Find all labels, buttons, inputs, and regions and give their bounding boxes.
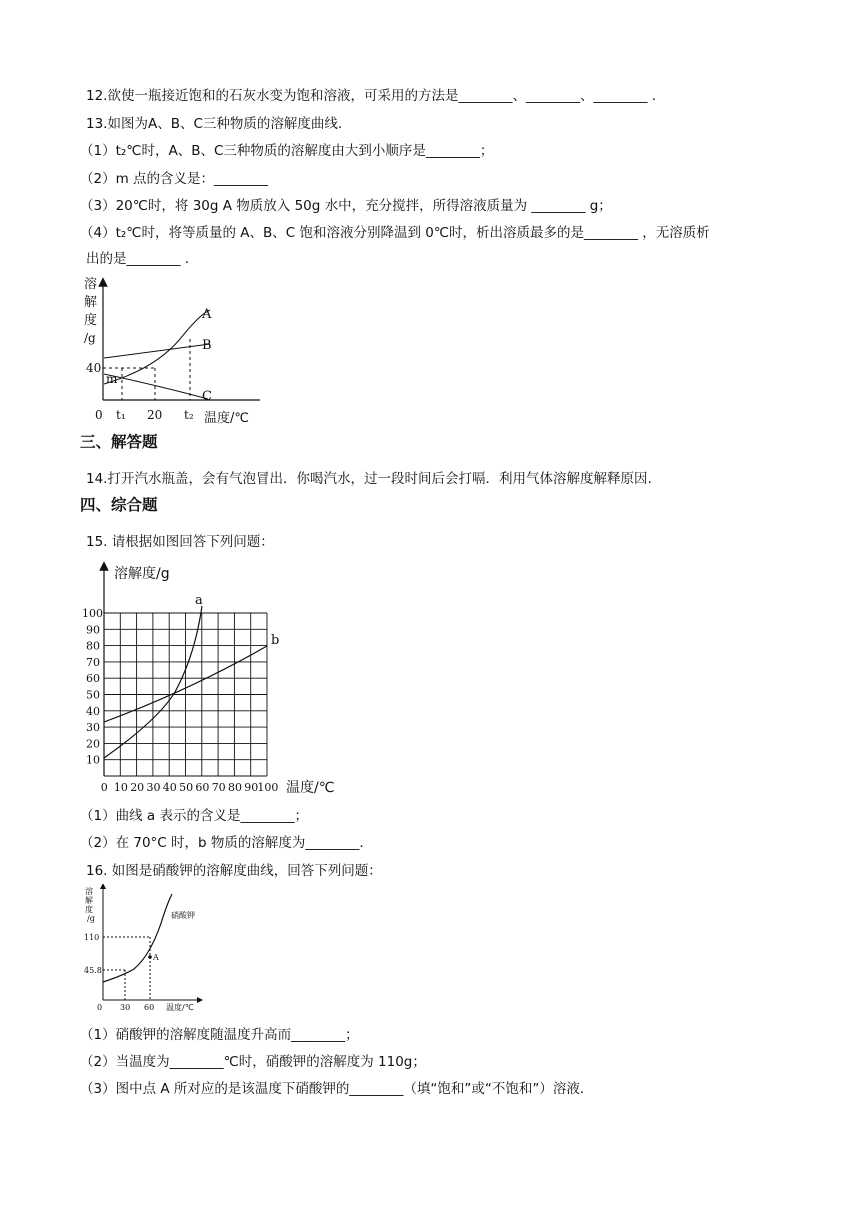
kno3-curve bbox=[103, 894, 172, 982]
question-13-part-4-cont: 出的是________ . bbox=[86, 251, 190, 267]
y-tick-45-8: 45.8 bbox=[84, 966, 102, 975]
x-tick: 0 bbox=[100, 781, 108, 794]
y-tick: 10 bbox=[86, 753, 100, 767]
curve-a bbox=[104, 310, 210, 384]
x-tick-0: 0 bbox=[95, 408, 103, 422]
point-a-label: A bbox=[153, 953, 159, 962]
question-16-part-2: （2）当温度为________℃时，硝酸钾的溶解度为 110g； bbox=[80, 1054, 426, 1070]
x-tick: 10 bbox=[113, 781, 128, 794]
question-16-part-1: （1）硝酸钾的溶解度随温度升高而________； bbox=[80, 1027, 359, 1043]
y-label-1: 溶 bbox=[84, 277, 98, 292]
curve-label: 硝酸钾 bbox=[171, 911, 195, 920]
x-tick: 30 bbox=[146, 781, 161, 794]
question-16-stem: 16. 如图是硝酸钾的溶解度曲线，回答下列问题： bbox=[86, 863, 382, 879]
question-13-part-3: （3）20℃时，将 30g A 物质放入 50g 水中，充分搅拌，所得溶液质量为 ________ g； bbox=[80, 198, 612, 214]
y-label-3: 度 bbox=[84, 313, 98, 328]
question-12: 12.欲使一瓶接近饱和的石灰水变为饱和溶液，可采用的方法是________、________、________ . bbox=[86, 88, 657, 104]
x-tick: 50 bbox=[179, 781, 194, 794]
y-label-3: 度 bbox=[85, 905, 93, 914]
curve-b bbox=[104, 344, 210, 358]
y-tick: 40 bbox=[86, 704, 100, 718]
curve-b-label: B bbox=[202, 338, 212, 353]
curve-c-label: C bbox=[202, 389, 212, 404]
x-tick: 60 bbox=[195, 781, 210, 794]
question-15-part-2: （2）在 70°C 时，b 物质的溶解度为________. bbox=[80, 835, 364, 851]
x-tick-20: 20 bbox=[147, 408, 163, 422]
x-tick: 20 bbox=[130, 781, 145, 794]
y-tick: 70 bbox=[86, 655, 100, 669]
curve-a-label: A bbox=[202, 307, 212, 322]
question-13-part-1: （1）t₂℃时，A、B、C三种物质的溶解度由大到小顺序是________； bbox=[80, 143, 494, 159]
x-tick-t1: t₁ bbox=[116, 408, 126, 422]
y-tick: 20 bbox=[86, 737, 100, 751]
x-tick: 90 bbox=[244, 781, 259, 794]
question-13-part-2: （2）m 点的含义是：________ bbox=[80, 171, 269, 187]
y-label-2: 解 bbox=[84, 295, 98, 310]
y-tick: 90 bbox=[86, 623, 100, 637]
solubility-chart-abc bbox=[80, 274, 270, 426]
y-tick: 50 bbox=[86, 688, 100, 702]
y-tick: 100 bbox=[82, 607, 103, 620]
y-tick: 80 bbox=[86, 639, 100, 653]
y-tick: 30 bbox=[86, 721, 100, 735]
point-a bbox=[148, 955, 152, 959]
x-tick: 40 bbox=[162, 781, 177, 794]
question-15-stem: 15. 请根据如图回答下列问题： bbox=[86, 534, 274, 550]
y-axis-label: 溶解度/g bbox=[114, 566, 170, 582]
question-13-stem: 13.如图为A、B、C三种物质的溶解度曲线. bbox=[86, 116, 343, 132]
x-tick: 100 bbox=[257, 781, 279, 794]
kno3-solubility-chart bbox=[82, 884, 212, 1012]
x-tick: 70 bbox=[211, 781, 226, 794]
curve-a-label: a bbox=[195, 593, 203, 608]
x-tick-30: 30 bbox=[120, 1003, 131, 1012]
question-16-part-3: （3）图中点 A 所对应的是该温度下硝酸钾的________（填“饱和”或“不饱和”）溶液. bbox=[80, 1081, 585, 1097]
y-label-4: /g bbox=[87, 914, 95, 923]
y-tick-40: 40 bbox=[86, 361, 102, 375]
x-axis-label: 温度/℃ bbox=[286, 780, 335, 796]
y-label-4: /g bbox=[84, 331, 96, 345]
x-tick-60: 60 bbox=[144, 1003, 155, 1012]
x-tick: 80 bbox=[228, 781, 242, 794]
question-14: 14.打开汽水瓶盖，会有气泡冒出．你喝汽水，过一段时间后会打嗝．利用气体溶解度解释原因. bbox=[86, 471, 652, 487]
y-label-1: 溶 bbox=[85, 887, 93, 896]
x-axis-label: 温度/℃ bbox=[166, 1003, 194, 1012]
x-tick-0: 0 bbox=[97, 1003, 103, 1012]
y-tick-110: 110 bbox=[84, 933, 100, 942]
curve-b-label: b bbox=[271, 633, 280, 648]
solubility-chart-ab bbox=[80, 560, 345, 800]
y-tick: 60 bbox=[86, 672, 100, 686]
question-13-part-4: （4）t₂℃时，将等质量的 A、B、C 饱和溶液分别降温到 0℃时，析出溶质最多的是________ ，无溶质析 bbox=[80, 225, 710, 241]
x-axis-label: 温度/℃ bbox=[204, 411, 249, 426]
curve-c bbox=[104, 374, 208, 399]
point-m-label: m bbox=[106, 372, 118, 386]
section-4-title: 四、综合题 bbox=[80, 496, 158, 514]
y-label-2: 解 bbox=[85, 896, 93, 905]
x-tick-t2: t₂ bbox=[184, 408, 194, 422]
section-3-title: 三、解答题 bbox=[80, 433, 158, 451]
grid bbox=[104, 613, 267, 776]
question-15-part-1: （1）曲线 a 表示的含义是________； bbox=[80, 808, 308, 824]
